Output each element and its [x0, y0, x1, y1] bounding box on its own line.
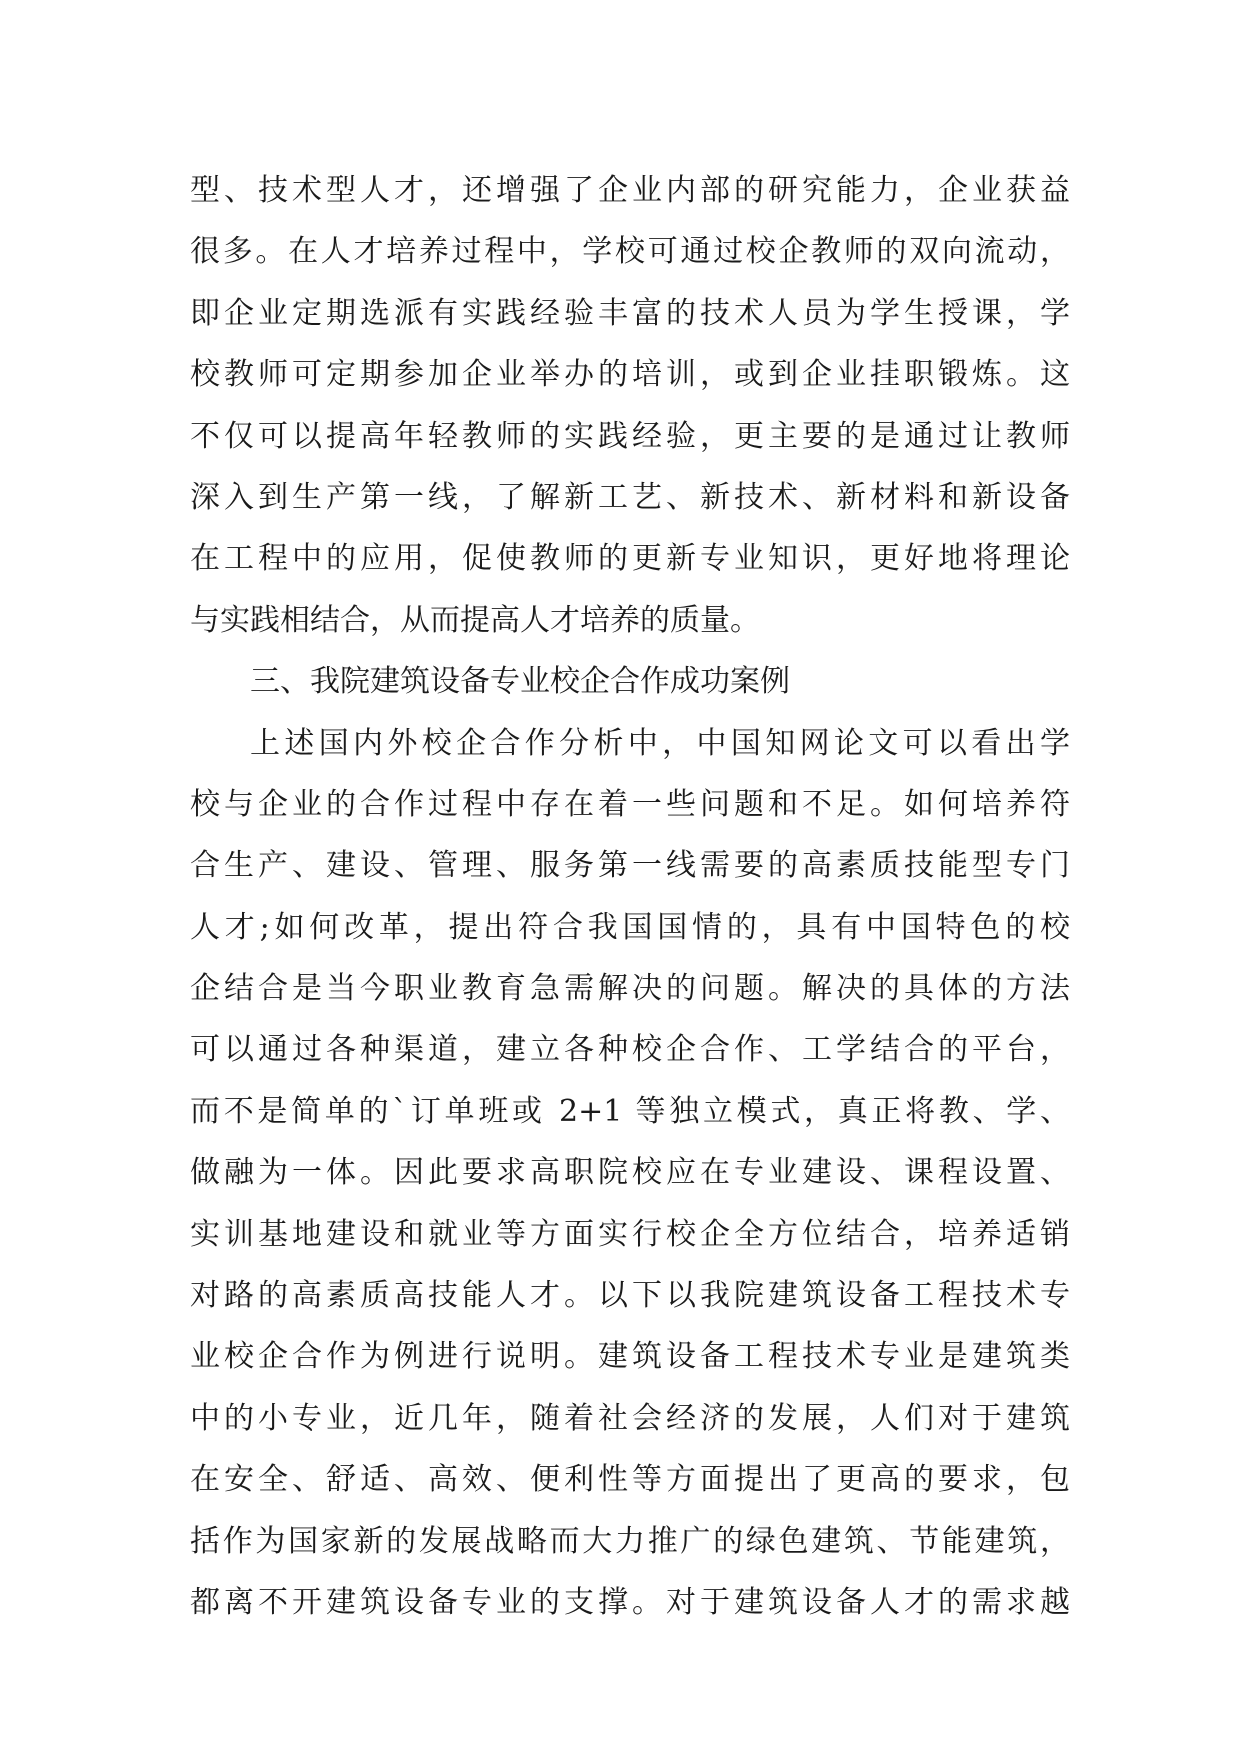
section-heading: 三、我院建筑设备专业校企合作成功案例 [250, 664, 790, 700]
text-line: 人才;如何改革，提出符合我国国情的，具有中国特色的校 [190, 909, 1070, 945]
text-line: 合生产、建设、管理、服务第一线需要的高素质技能型专门 [190, 848, 1070, 884]
text-line: 做融为一体。因此要求高职院校应在专业建设、课程设置、 [190, 1155, 1070, 1191]
text-line: 即企业定期选派有实践经验丰富的技术人员为学生授课，学 [190, 295, 1070, 331]
text-line: 深入到生产第一线，了解新工艺、新技术、新材料和新设备 [190, 479, 1070, 515]
text-line: 括作为国家新的发展战略而大力推广的绿色建筑、节能建筑， [190, 1523, 1070, 1559]
text-line: 不仅可以提高年轻教师的实践经验，更主要的是通过让教师 [190, 418, 1070, 454]
body-text [190, 160, 1070, 1633]
text-line: 都离不开建筑设备专业的支撑。对于建筑设备人才的需求越 [190, 1584, 1070, 1620]
text-line: 对路的高素质高技能人才。以下以我院建筑设备工程技术专 [190, 1278, 1070, 1314]
text-line: 实训基地建设和就业等方面实行校企全方位结合，培养适销 [190, 1216, 1070, 1252]
text-line: 业校企合作为例进行说明。建筑设备工程技术专业是建筑类 [190, 1339, 1070, 1375]
text-line: 校教师可定期参加企业举办的培训，或到企业挂职锻炼。这 [190, 357, 1070, 393]
text-line: 与实践相结合，从而提高人才培养的质量。 [190, 602, 760, 638]
text-line: 上述国内外校企合作分析中，中国知网论文可以看出学 [250, 725, 1070, 761]
text-line: 可以通过各种渠道，建立各种校企合作、工学结合的平台， [190, 1032, 1070, 1068]
text-line: 校与企业的合作过程中存在着一些问题和不足。如何培养符 [190, 786, 1070, 822]
text-line: 在工程中的应用，促使教师的更新专业知识，更好地将理论 [190, 541, 1070, 577]
text-line: 中的小专业，近几年，随着社会经济的发展，人们对于建筑 [190, 1400, 1070, 1436]
text-line: 型、技术型人才，还增强了企业内部的研究能力，企业获益 [190, 173, 1070, 208]
text-line: 很多。在人才培养过程中，学校可通过校企教师的双向流动， [190, 234, 1070, 270]
text-line: 在安全、舒适、高效、便利性等方面提出了更高的要求，包 [190, 1462, 1070, 1498]
text-line: 企结合是当今职业教育急需解决的问题。解决的具体的方法 [190, 971, 1070, 1007]
text-line: 而不是简单的`订单班或 2+1 等独立模式，真正将教、学、 [190, 1093, 1070, 1129]
